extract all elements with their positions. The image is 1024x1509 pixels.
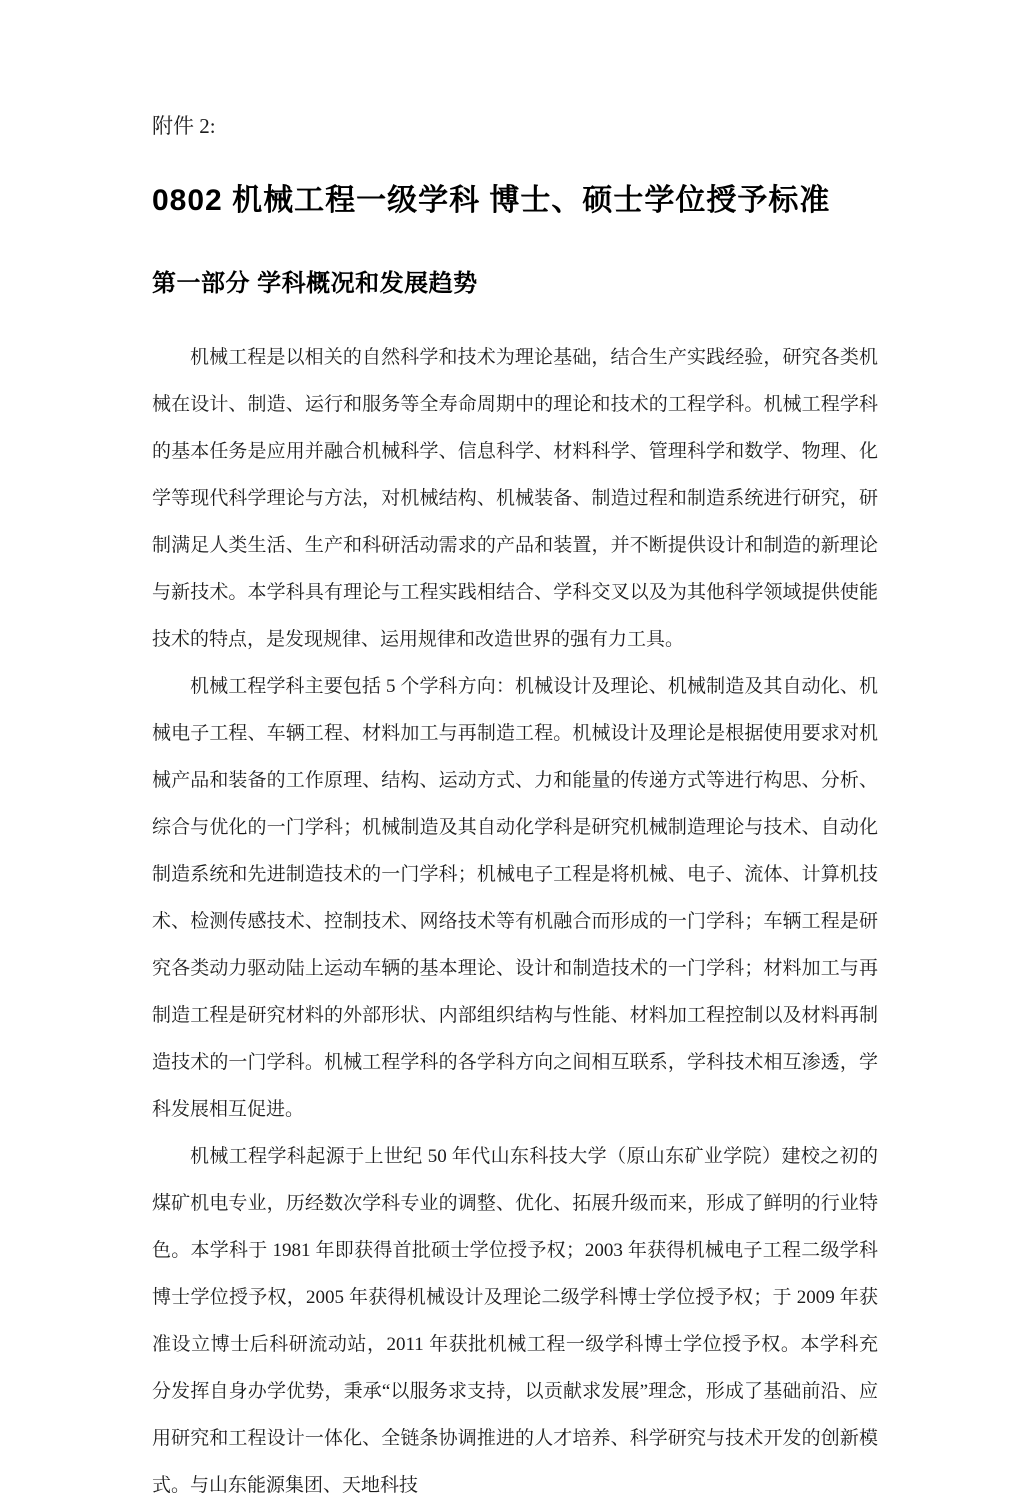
paragraph-history: 机械工程学科起源于上世纪 50 年代山东科技大学（原山东矿业学院）建校之初的煤矿机电专业，历经数次学科专业的调整、优化、拓展升级而来，形成了鲜明的行业特色。本学科于 1981 年即获得首批硕士学位授予权；2003 年获得机械电子工程二级学科博士学位授予权，2005 年获得机械设计及理论二级学科博士学位授予权；于 2009 年获准设立博士后科研流动站，2011 年获批机械工程一级学科博士学位授予权。本学科充分发挥自身办学优势，秉承“以服务求支持，以贡献求发展”理念，形成了基础前沿、应用研究和工程设计一体化、全链条协调推进的人才培养、科学研究与技术开发的创新模式。与山东能源集团、天地科技 — [152, 1146, 878, 1496]
paragraph-directions: 机械工程学科主要包括 5 个学科方向：机械设计及理论、机械制造及其自动化、机械电子工程、车辆工程、材料加工与再制造工程。机械设计及理论是根据使用要求对机械产品和装备的工作原理、结构、运动方式、力和能量的传递方式等进行构思、分析、综合与优化的一门学科；机械制造及其自动化学科是研究机械制造理论与技术、自动化制造系统和先进制造技术的一门学科；机械电子工程是将机械、电子、流体、计算机技术、检测传感技术、控制技术、网络技术等有机融合而形成的一门学科；车辆工程是研究各类动力驱动陆上运动车辆的基本理论、设计和制造技术的一门学科；材料加工与再制造工程是研究材料的外部形状、内部组织结构与性能、材料加工程控制以及材料再制造技术的一门学科。机械工程学科的各学科方向之间相互联系，学科技术相互渗透，学科发展相互促进。 — [152, 676, 878, 1120]
document-title: 0802 机械工程一级学科 博士、硕士学位授予标准 — [152, 184, 831, 217]
attachment-label: 附件 2: — [152, 114, 216, 138]
paragraph-overview: 机械工程是以相关的自然科学和技术为理论基础，结合生产实践经验，研究各类机械在设计、制造、运行和服务等全寿命周期中的理论和技术的工程学科。机械工程学科的基本任务是应用并融合机械科学、信息科学、材料科学、管理科学和数学、物理、化学等现代科学理论与方法，对机械结构、机械装备、制造过程和制造系统进行研究，研制满足人类生活、生产和科研活动需求的产品和装置，并不断提供设计和制造的新理论与新技术。本学科具有理论与工程实践相结合、学科交叉以及为其他科学领域提供使能技术的特点，是发现规律、运用规律和改造世界的强有力工具。 — [152, 347, 878, 650]
section-heading-part-one: 第一部分 学科概况和发展趋势 — [152, 270, 478, 297]
document-body — [152, 334, 878, 1509]
